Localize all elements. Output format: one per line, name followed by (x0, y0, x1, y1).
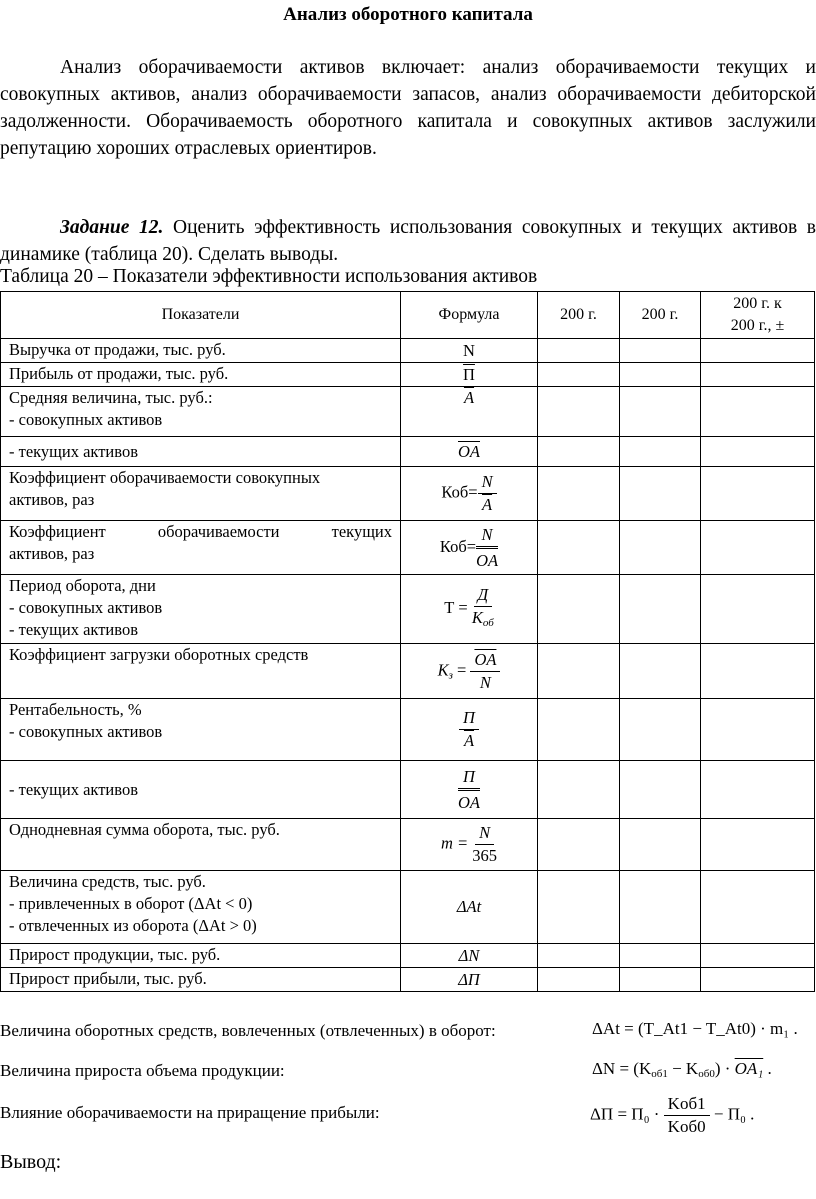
header-year2: 200 г. (620, 292, 701, 339)
task-label: Задание 12. (60, 217, 164, 238)
table-row: Однодневная сумма оборота, тыс. руб. m = $\frac{N}{365}$ (1, 819, 815, 871)
task-paragraph (0, 214, 816, 268)
table-row: Период оборота, дни - совокупных активов - текущих активов Т = $\frac{Д}{K_{об}}$ (1, 575, 815, 644)
task-text: Оценить эффективность использования совокупных и текущих активов в динамике (таблица 20). Сделать выводы. (0, 217, 816, 265)
intro-paragraph: Анализ оборачиваемости активов включает: анализ оборачиваемости текущих и совокупных активов, анализ оборачиваемости запасов, анализ оборачиваемости дебиторской задолженности. Оборачиваемость оборотного капитала и совокупных активов заслужили репутацию хороших отраслевых ориентиров. (0, 57, 816, 159)
header-formula: Формула (401, 292, 538, 339)
conclusion-label: Вывод: (0, 1151, 62, 1173)
table-row: Средняя величина, тыс. руб.: - совокупных активов $\overline{A}$ (1, 387, 815, 437)
profit-influence-text: Влияние оборачиваемости на приращение прибыли: (0, 1103, 380, 1122)
indicators-table (0, 291, 815, 992)
table-row: Прирост прибыли, тыс. руб. ΔП (1, 968, 815, 992)
table-row: Коэффициент оборачиваемости совокупных активов, раз Коб= $\frac{N}{A}$ (1, 467, 815, 521)
production-growth-formula: $\Delta N = (K_{об1} - K_{об0}) \cdot OA_1$ . (592, 1059, 772, 1080)
profit-influence-formula: ΔП = П₀ · $\frac{\text{Kоб1}}{\text{Kоб0}}$ − П₀ . (590, 1094, 755, 1136)
header-diff: 200 г. к 200 г., ± (701, 292, 815, 339)
working-capital-text: Величина оборотных средств, вовлеченных (отвлеченных) в оборот: (0, 1021, 496, 1040)
table-row: Рентабельность, % - совокупных активов $\frac{П}{A}$ (1, 699, 815, 761)
table-row: Коэффициент загрузки оборотных средств $K_з$ = $\frac{\overline{OA}}{N}$ (1, 644, 815, 699)
production-growth-text: Величина прироста объема продукции: (0, 1061, 285, 1080)
table-row: Величина средств, тыс. руб. - привлеченных в оборот (ΔAt < 0) - отвлеченных из оборота (ΔAt > 0) ΔAt (1, 871, 815, 944)
header-indicator: Показатели (1, 292, 401, 339)
table-row: - текущих активов $\frac{П}{OA}$ (1, 761, 815, 819)
table-row: Прирост продукции, тыс. руб. ΔN (1, 944, 815, 968)
page-title: Анализ оборотного капитала (283, 4, 533, 25)
table-header-row (1, 292, 815, 339)
table-row: Прибыль от продажи, тыс. руб. П (1, 363, 815, 387)
table-row: Коэффициент оборачиваемости текущих активов, раз Коб= $\frac{N}{OA}$ (1, 521, 815, 575)
table-caption: Таблица 20 – Показатели эффективности использования активов (0, 266, 538, 287)
working-capital-formula: ΔAt = (T_At1 − T_At0) · m₁ . (592, 1019, 798, 1038)
table-row: - текущих активов $\overline{OA}$ (1, 437, 815, 467)
header-year1: 200 г. (538, 292, 620, 339)
table-row: Выручка от продажи, тыс. руб. N (1, 339, 815, 363)
